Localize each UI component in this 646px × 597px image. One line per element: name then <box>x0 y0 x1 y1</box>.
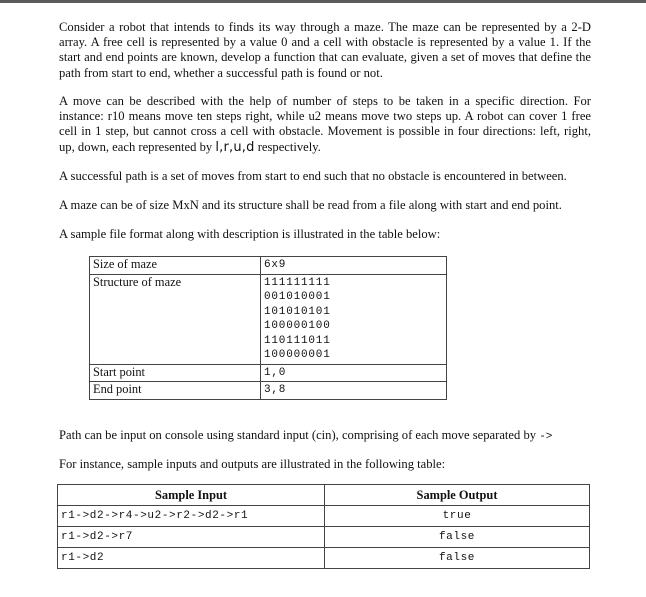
maze-size-paragraph: A maze can be of size MxN and its structure shall be read from a file along with start and end point. <box>59 198 562 212</box>
console-input-paragraph <box>59 428 591 445</box>
structure-label: Structure of maze <box>90 274 261 364</box>
arrow-separator: -> <box>539 431 553 443</box>
file-format-intro: A sample file format along with description is illustrated in the table below: <box>59 227 441 241</box>
console-input-text: Path can be input on console using standard input (cin), comprising of each move separated by <box>59 428 540 442</box>
sample-io-table <box>57 484 590 569</box>
maze-row: 001010001 <box>264 291 331 303</box>
move-description-text: A move can be described with the help of number of steps to be taken in a specific direction. For instance: r10 means move ten steps right, while u2 means move two steps up. A robot can cover 1 free cell in 1 step, but cannot cross a cell with obstacle. Movement is possible in four directions: left, right, up, down, each represented by <box>59 94 591 154</box>
start-label: Start point <box>90 364 261 382</box>
table-row <box>58 506 590 527</box>
sample-input-cell: r1->d2->r7 <box>58 527 325 548</box>
end-label: End point <box>90 382 261 400</box>
size-label: Size of maze <box>90 257 261 275</box>
move-description-end: respectively. <box>254 139 321 154</box>
sample-input-cell: r1->d2 <box>58 548 325 569</box>
move-description-paragraph <box>59 94 591 155</box>
sample-output-cell: false <box>325 527 590 548</box>
maze-row: 110111011 <box>264 334 331 347</box>
successful-path-paragraph: A successful path is a set of moves from start to end such that no obstacle is encountered in between. <box>59 169 567 183</box>
header-sample-input: Sample Input <box>58 485 325 506</box>
start-value: 1,0 <box>261 364 447 382</box>
table-row <box>90 382 447 400</box>
size-value: 6x9 <box>261 257 447 275</box>
sample-output-cell: true <box>325 506 590 527</box>
table-row <box>58 548 590 569</box>
direction-codes: l,r,u,d <box>215 139 255 155</box>
intro-paragraph: Consider a robot that intends to finds its way through a maze. The maze can be represented by a 2-D array. A free cell is represented by a value 0 and a cell with obstacle is represented by a value 1. If the start and end points are known, develop a function that can evaluate, given a set of moves that define the path from start to end, whether a successful path is found or not. <box>59 20 591 80</box>
table-row <box>90 257 447 275</box>
top-border <box>0 0 646 3</box>
sample-input-cell: r1->d2->r4->u2->r2->d2->r1 <box>58 506 325 527</box>
maze-row: 101010101 <box>264 305 331 318</box>
maze-file-format-table <box>89 256 447 400</box>
table-row <box>90 274 447 364</box>
sample-output-cell: false <box>325 548 590 569</box>
header-sample-output: Sample Output <box>325 485 590 506</box>
table-header-row <box>58 485 590 506</box>
structure-value <box>261 274 447 364</box>
table-row <box>58 527 590 548</box>
sample-io-intro: For instance, sample inputs and outputs are illustrated in the following table: <box>59 457 446 471</box>
maze-row: 100000001 <box>264 349 331 361</box>
maze-row: 111111111 <box>264 276 331 289</box>
maze-row: 100000100 <box>264 320 331 332</box>
end-value: 3,8 <box>261 382 447 400</box>
table-row <box>90 364 447 382</box>
